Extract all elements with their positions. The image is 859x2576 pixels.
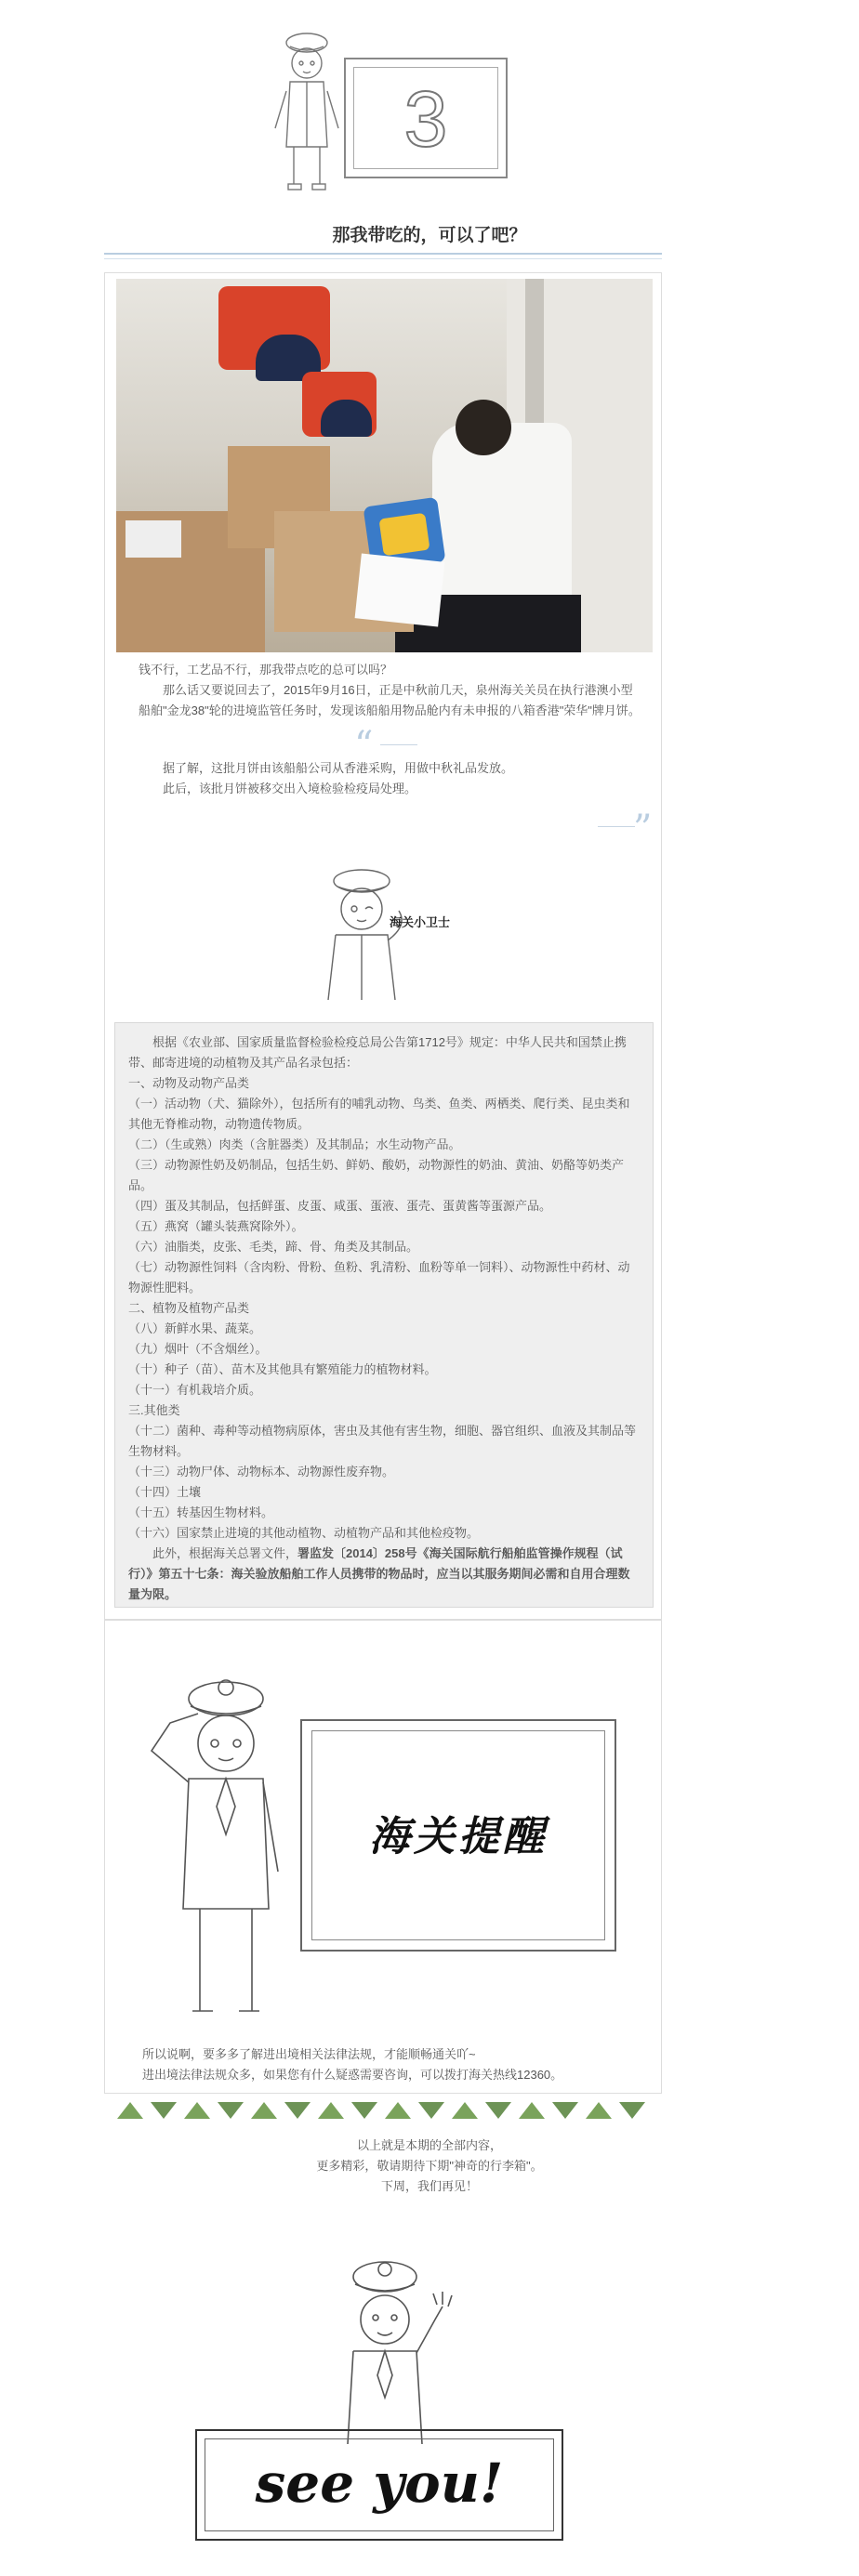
quote-open-rule: [380, 744, 417, 745]
rules-line: （九）烟叶（不含烟丝）。: [128, 1342, 268, 1356]
rules-line: （七）动物源性饲料（含肉粉、骨粉、鱼粉、乳清粉、血粉等单一饲料）、动物源性中药材、动物源性肥料。: [128, 1260, 630, 1295]
episode-number: 3: [403, 75, 448, 163]
quote-close-mark: ”: [633, 808, 653, 850]
triangle-ornament: [117, 2102, 143, 2119]
title-divider: [104, 253, 662, 255]
rules-line: （十六）国家禁止进境的其他动植物、动植物产品和其他检疫物。: [128, 1526, 480, 1540]
see-you-sign: [195, 2429, 563, 2541]
triangle-ornament: [586, 2102, 612, 2119]
quote-text: [139, 758, 641, 799]
triangle-ornament: [619, 2102, 645, 2119]
rules-addendum: [128, 1544, 640, 1605]
rules-line: 一、动物及动物产品类: [128, 1076, 250, 1090]
story-line: 那么话又要说回去了，2015年9月16日，正是中秋前几天，泉州海关关员在执行港澳小型: [163, 683, 633, 697]
triangle-ornament: [452, 2102, 478, 2119]
rules-line: （十一）有机栽培介质。: [128, 1383, 262, 1397]
story-line: 钱不行，工艺品不行，那我带点吃的总可以吗？: [139, 663, 393, 677]
rules-line: （五）燕窝（罐头装燕窝除外）。: [128, 1219, 304, 1233]
rules-line: （三）动物源性奶及奶制品，包括生奶、鲜奶、酸奶，动物源性的奶油、黄油、奶酪等奶类产品。: [128, 1158, 625, 1192]
rules-line: （八）新鲜水果、蔬菜。: [128, 1321, 262, 1335]
section-title: 那我带吃的，可以了吧？: [332, 226, 527, 245]
reminder-board-title: 海关提醒: [369, 1813, 548, 1860]
triangle-ornament: [284, 2102, 311, 2119]
triangle-ornament: [184, 2102, 210, 2119]
rules-line: （十）种子（苗）、苗木及其他具有繁殖能力的植物材料。: [128, 1362, 437, 1376]
rules-line: （四）蛋及其制品，包括鲜蛋、皮蛋、咸蛋、蛋液、蛋壳、蛋黄酱等蛋源产品。: [128, 1199, 552, 1213]
customs-officer-character: [306, 861, 473, 1000]
rules-line: （六）油脂类，皮张、毛类，蹄、骨、角类及其制品。: [128, 1240, 419, 1254]
story-card: [104, 272, 662, 1620]
rules-line: （十三）动物尸体、动物标本、动物源性废弃物。: [128, 1465, 395, 1479]
reminder-text: [142, 2044, 644, 2085]
character-label: 海关小卫士: [390, 916, 451, 930]
closing-line: 下周，我们再见！: [380, 2179, 478, 2193]
rules-line: （十二）菌种、毒种等动植物病原体，害虫及其他有害生物，细胞、器官组织、血液及其制品等生物材料。: [128, 1424, 637, 1458]
rules-line: 三.其他类: [128, 1403, 180, 1417]
rules-line: （一）活动物（犬、猫除外），包括所有的哺乳动物、鸟类、鱼类、两栖类、爬行类、昆虫类和其他无脊椎动物，动物遗传物质。: [128, 1097, 630, 1131]
quote-open-mark: “: [354, 724, 374, 767]
triangle-ornament: [418, 2102, 444, 2119]
triangle-ornament: [485, 2102, 511, 2119]
triangle-ornament: [351, 2102, 377, 2119]
story-line: 船舶"金龙38"轮的进境监管任务时，发现该船船用物品舱内有未申报的八箱香港"荣华"牌月饼。: [139, 703, 641, 717]
officer-sketch-top: [270, 26, 344, 193]
triangle-ornament: [151, 2102, 177, 2119]
rules-line: （十五）转基因生物材料。: [128, 1505, 274, 1519]
rules-line: （二）（生或熟）肉类（含脏器类）及其制品；水生动物产品。: [128, 1137, 461, 1151]
addendum-regulation: 署监发〔2014〕258号《海关国际航行船舶监管操作规程（试行）》第五十七条：海关验放船舶工作人员携带的物品时，应当以其服务期间必需和自用合理数量为限。: [128, 1546, 630, 1601]
triangle-ornament: [318, 2102, 344, 2119]
triangle-ornament: [385, 2102, 411, 2119]
quote-line: 此后，该批月饼被移交出入境检验检疫局处理。: [163, 782, 417, 795]
closing-text: [0, 2136, 859, 2197]
triangle-ornament: [519, 2102, 545, 2119]
waving-officer-sketch: [316, 2249, 465, 2444]
rules-intro: 根据《农业部、国家质量监督检验检疫总局公告第1712号》规定：中华人民共和国禁止携带、邮寄进境的动植物及其产品名录包括：: [128, 1035, 627, 1070]
closing-line: 以上就是本期的全部内容，: [356, 2138, 502, 2152]
rules-line: 二、植物及植物产品类: [128, 1301, 250, 1315]
triangle-ornament: [251, 2102, 277, 2119]
quote-line: 据了解，这批月饼由该船船公司从香港采购，用做中秋礼品发放。: [163, 761, 514, 775]
prohibited-items-box: [114, 1022, 654, 1608]
triangle-divider: [117, 2102, 645, 2119]
inspection-photo: [116, 279, 653, 652]
reminder-board: [300, 1719, 616, 1952]
quote-close-rule: [598, 826, 635, 827]
reminder-line: 所以说啊，要多多了解进出境相关法律法规，才能顺畅通关吖~: [142, 2047, 476, 2061]
rules-line: （十四）土壤: [128, 1485, 202, 1499]
addendum-lead: 此外，根据海关总署文件，: [152, 1546, 298, 1560]
reminder-card: [104, 1620, 662, 2094]
triangle-ornament: [218, 2102, 244, 2119]
triangle-ornament: [552, 2102, 578, 2119]
number-frame: [344, 58, 508, 178]
see-you-text: see you!: [255, 2451, 504, 2515]
title-divider-thin: [104, 258, 662, 259]
reminder-line: 进出境法律法规众多，如果您有什么疑惑需要咨询，可以拨打海关热线12360。: [142, 2068, 563, 2082]
story-text: [139, 660, 641, 721]
saluting-officer-sketch: [133, 1658, 300, 2030]
closing-line: 更多精彩，敬请期待下期"神奇的行李箱"。: [316, 2159, 543, 2173]
